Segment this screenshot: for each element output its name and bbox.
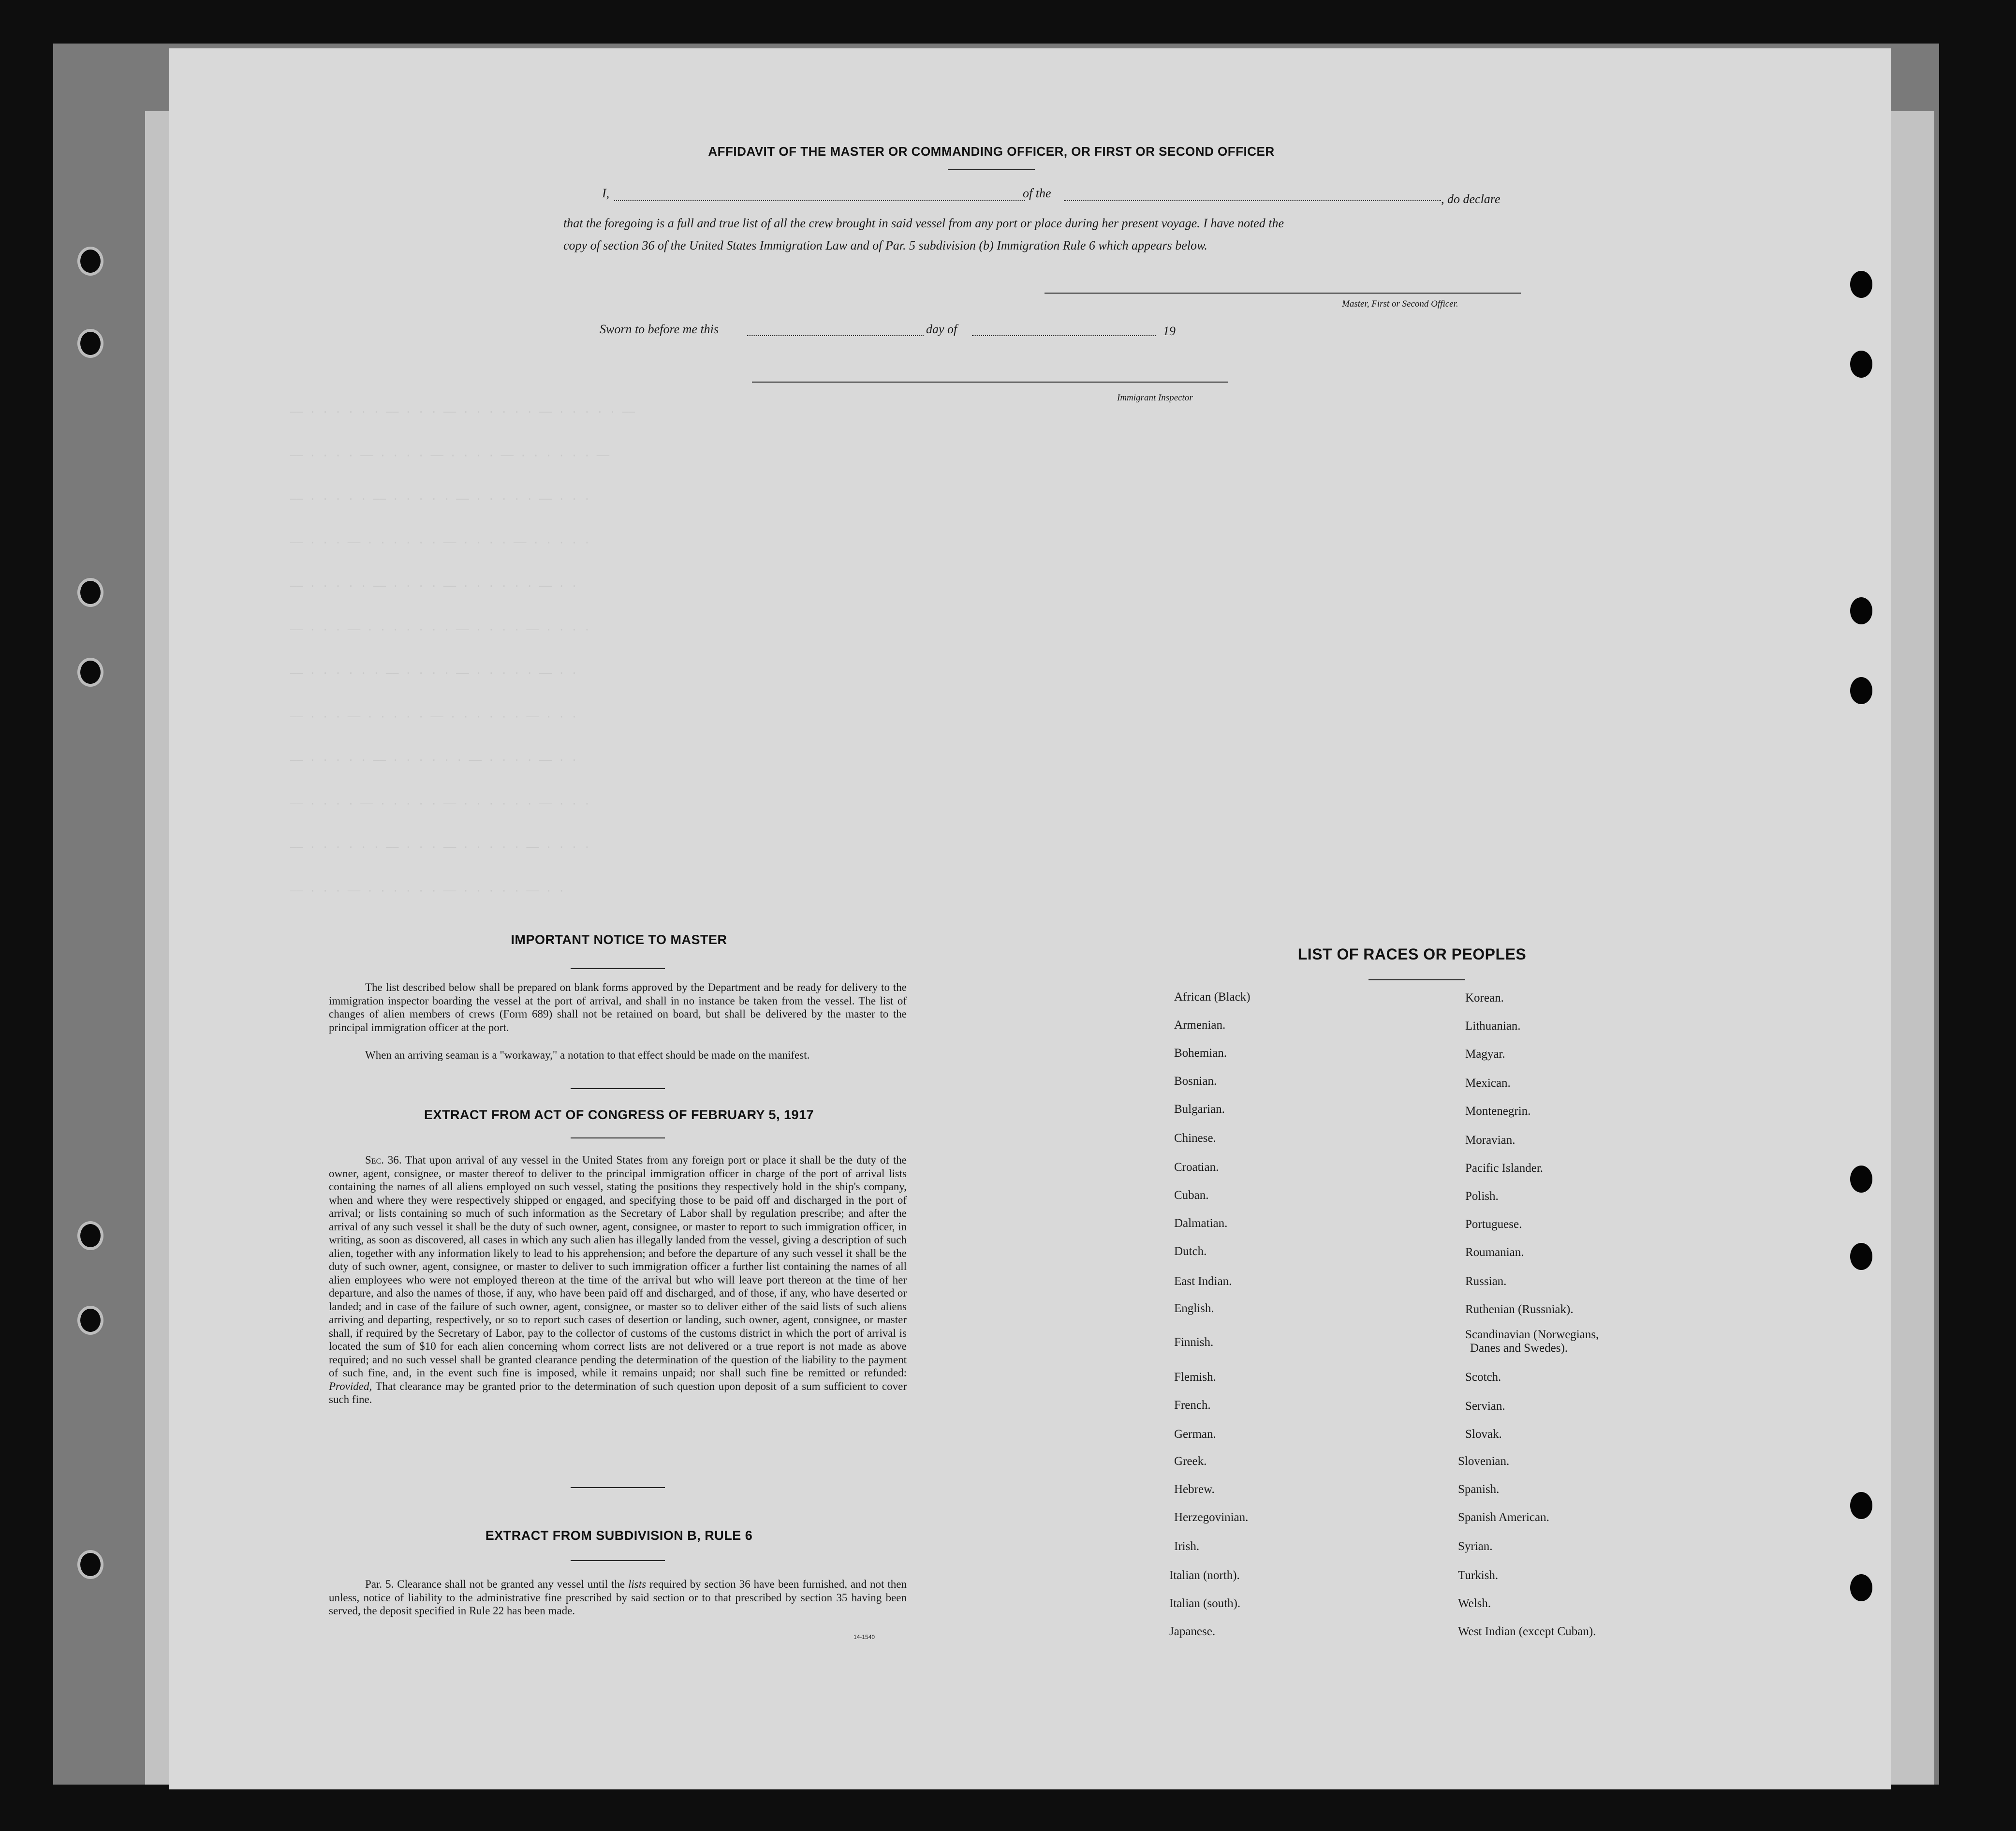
divider xyxy=(571,1088,665,1089)
master-signature-line xyxy=(1045,293,1521,294)
race-item: Spanish. xyxy=(1458,1483,1500,1496)
section-label: Sec. 36. xyxy=(365,1154,402,1166)
year-label: 19 xyxy=(1163,324,1176,338)
binder-hole xyxy=(1850,351,1872,378)
race-item: English. xyxy=(1174,1302,1214,1315)
notice-underline xyxy=(571,968,665,969)
sworn-month-blank xyxy=(972,335,1156,336)
race-item: Croatian. xyxy=(1174,1161,1219,1174)
race-item: West Indian (except Cuban). xyxy=(1458,1625,1596,1638)
race-item: Pacific Islander. xyxy=(1465,1162,1544,1175)
race-item: Korean. xyxy=(1465,991,1504,1004)
day-of-label: day of xyxy=(926,322,957,336)
races-underline xyxy=(1369,979,1465,980)
binder-hole xyxy=(1850,1243,1872,1270)
rule-extract-body xyxy=(329,1578,907,1618)
section-36-tail: That clearance may be granted prior to the determination of such question upon deposit of a sum sufficient to cover such fine. xyxy=(329,1380,907,1405)
race-item: Cuban. xyxy=(1174,1189,1209,1202)
rule-extract-title: EXTRACT FROM SUBDIVISION B, RULE 6 xyxy=(485,1528,753,1543)
race-item: East Indian. xyxy=(1174,1275,1232,1288)
binder-hole xyxy=(1850,677,1872,704)
race-item: Moravian. xyxy=(1465,1134,1516,1147)
race-item: Hebrew. xyxy=(1174,1483,1215,1496)
race-item: Montenegrin. xyxy=(1465,1105,1531,1118)
inspector-signature-line xyxy=(752,382,1228,383)
section-36-text: That upon arrival of any vessel in the United States from any foreign port or place it shall be the duty of the owner, agent, consignee, or master thereof to deliver to the principal immigration officer in charge of the port of arrival lists containing the names of all aliens employed on such vessel, stating the positions they respectively hold in the ship's company, when and where they were respectively shipped or engaged, and specifying those to be paid off and discharged in the port of arrival; or lists containing so much of such information as the Secretary of Labor shall by regulation prescribe; and after the arrival of any such vessel it shall be the duty of such owner, agent, consignee, or master to report to such immigration officer, in writing, as soon as discovered, all cases in which any such alien has illegally landed from the vessel, giving a description of such alien, together with any information likely to lead to his apprehension; and before the departure of any such vessel it shall be the duty of such owner, agent, consignee, or master to deliver to such immigration officer a further list containing the names of all alien employees who were not employed thereon at the time of the arrival but who will leave port thereon at the time of her departure, and also the names of those, if any, who have been paid off and discharged, and of those, if any, who have deserted or landed; and in case of the failure of such owner, agent, consignee, or master so to deliver either of the said lists of such aliens arriving and departing, respectively, or so to report such cases of desertion or landing, such owner, agent, consignee, or master shall, if required by the Secretary of Labor, pay to the collector of customs of the customs district in which the port of arrival is located the sum of $10 for each alien concerning whom correct lists are not delivered or a true report is not made as above required; and no such vessel shall be granted clearance pending the determination of the question of the liability to the payment of such fine, and, in the event such fine is imposed, while it remains unpaid; nor shall such fine be remitted or refunded: xyxy=(329,1154,907,1379)
form-code: 14-1540 xyxy=(853,1634,875,1640)
race-item: Scotch. xyxy=(1465,1371,1501,1384)
race-item: Armenian. xyxy=(1174,1019,1226,1032)
affidavit-do-declare: , do declare xyxy=(1441,192,1501,206)
race-item: Slovak. xyxy=(1465,1428,1502,1441)
affidavit-line-3: copy of section 36 of the United States Immigration Law and of Par. 5 subdivision (b) Immigration Rule 6 which appears below. xyxy=(563,238,1207,252)
affidavit-title: AFFIDAVIT OF THE MASTER OR COMMANDING OFFICER, OR FIRST OR SECOND OFFICER xyxy=(708,144,1275,159)
sworn-day-blank xyxy=(747,335,924,336)
lists-word: lists xyxy=(628,1578,647,1590)
vessel-blank xyxy=(1064,200,1441,201)
affidavit-i-label: I, xyxy=(602,186,610,200)
race-item: Herzegovinian. xyxy=(1174,1511,1249,1524)
binder-hole xyxy=(1850,1574,1872,1601)
affidavit-of-the: of the xyxy=(1023,186,1051,200)
rule-head: Par. 5. Clearance shall not be granted any vessel until the xyxy=(365,1578,625,1590)
race-item: Roumanian. xyxy=(1465,1246,1524,1259)
binder-hole xyxy=(77,1221,103,1250)
race-item: Syrian. xyxy=(1458,1540,1493,1553)
race-item: German. xyxy=(1174,1428,1216,1441)
race-item: Lithuanian. xyxy=(1465,1019,1521,1033)
divider xyxy=(571,1487,665,1488)
race-item: Italian (north). xyxy=(1169,1569,1240,1582)
race-item: Polish. xyxy=(1465,1190,1499,1203)
binder-hole xyxy=(77,1306,103,1335)
race-item: Servian. xyxy=(1465,1400,1505,1413)
races-title: LIST OF RACES OR PEOPLES xyxy=(1297,945,1527,963)
race-item: Irish. xyxy=(1174,1540,1200,1553)
binder-hole xyxy=(1850,1166,1872,1193)
race-item: Chinese. xyxy=(1174,1132,1216,1145)
race-item: Scandinavian (Norwegians, xyxy=(1465,1328,1599,1341)
race-item: Greek. xyxy=(1174,1455,1207,1468)
bleed-through-texture: —— · · · · · · —— · · · —— · · · · · · —— · · · · · —— —— · · · · —— · · · · —— · · · · —— · · · · · · —— —— · · · · · —— · · · · · —— · · · · · —— · · · —— · · · —— · · · · · · —— · · · · —— · · · · · —— · · · · · —— · · · · —— · · · · · · —— · · —— · · · —— · · · · · · · —— · · · · —— · · · · —— · · · · · · —— · · · · —— · · · · · —— · · —— · · · —— · · · · · —— · · · · · · —— · · · —— · · · · · —— · · · · · · —— · · · · —— · · —— · · · · —— · · · · · —— · · · · · · —— · · · —— · · · · · · —— · · · —— · · · · · —— · · · · —— · · · —— · · · · · · —— · · · · · —— · · xyxy=(290,406,635,897)
rule-underline xyxy=(571,1560,665,1561)
sworn-label: Sworn to before me this xyxy=(600,322,719,336)
race-item: Dutch. xyxy=(1174,1245,1207,1258)
race-item: Turkish. xyxy=(1458,1569,1499,1582)
race-item: Bosnian. xyxy=(1174,1075,1217,1088)
act-extract-title: EXTRACT FROM ACT OF CONGRESS OF FEBRUARY 5, 1917 xyxy=(424,1107,814,1122)
race-item: African (Black) xyxy=(1174,990,1251,1004)
race-item: Ruthenian (Russniak). xyxy=(1465,1303,1574,1316)
master-caption: Master, First or Second Officer. xyxy=(1342,299,1458,309)
race-item: Danes and Swedes). xyxy=(1470,1342,1568,1355)
provided-word: Provided, xyxy=(329,1380,372,1392)
rule-body: required by section 36 have been furnished, and not then unless, notice of liability to the administrative fine prescribed by said section or to that prescribed by section 35 having been served, the deposit specified in Rule 22 has been made. xyxy=(329,1578,907,1617)
race-item: Bulgarian. xyxy=(1174,1103,1225,1116)
binder-hole xyxy=(77,329,103,358)
binder-hole xyxy=(1850,1492,1872,1519)
act-extract-body xyxy=(329,1153,907,1406)
race-item: Slovenian. xyxy=(1458,1455,1510,1468)
race-item: Flemish. xyxy=(1174,1371,1216,1384)
binder-hole xyxy=(77,578,103,607)
race-item: French. xyxy=(1174,1399,1211,1412)
binder-hole xyxy=(77,1550,103,1579)
race-item: Italian (south). xyxy=(1169,1597,1241,1610)
race-item: Finnish. xyxy=(1174,1336,1214,1349)
notice-title: IMPORTANT NOTICE TO MASTER xyxy=(511,932,727,947)
title-underline xyxy=(948,169,1035,170)
race-item: Magyar. xyxy=(1465,1048,1505,1061)
race-item: Japanese. xyxy=(1169,1625,1216,1638)
name-blank xyxy=(614,200,1025,201)
act-underline xyxy=(571,1137,665,1138)
binder-hole xyxy=(1850,597,1872,624)
inspector-caption: Immigrant Inspector xyxy=(1117,393,1193,403)
binder-hole xyxy=(77,247,103,276)
race-item: Mexican. xyxy=(1465,1077,1511,1090)
binder-hole xyxy=(77,658,103,687)
race-item: Spanish American. xyxy=(1458,1511,1549,1524)
race-item: Welsh. xyxy=(1458,1597,1491,1610)
affidavit-line-2: that the foregoing is a full and true list of all the crew brought in said vessel from any port or place during her present voyage. I have noted the xyxy=(563,216,1284,230)
race-item: Dalmatian. xyxy=(1174,1217,1228,1230)
notice-paragraph-2: When an arriving seaman is a "workaway," a notation to that effect should be made on the manifest. xyxy=(365,1049,810,1061)
notice-paragraph-1: The list described below shall be prepared on blank forms approved by the Department and be ready for delivery to the immigration inspector boarding the vessel at the port of arrival, and shall in no instance be taken from the vessel. The list of changes of alien members of crews (Form 689) shall not be retained on board, but shall be delivered by the master to the principal immigration officer at the port. xyxy=(329,981,907,1034)
race-item: Russian. xyxy=(1465,1275,1507,1288)
race-item: Bohemian. xyxy=(1174,1047,1227,1060)
binder-hole xyxy=(1850,271,1872,298)
race-item: Portuguese. xyxy=(1465,1218,1522,1231)
